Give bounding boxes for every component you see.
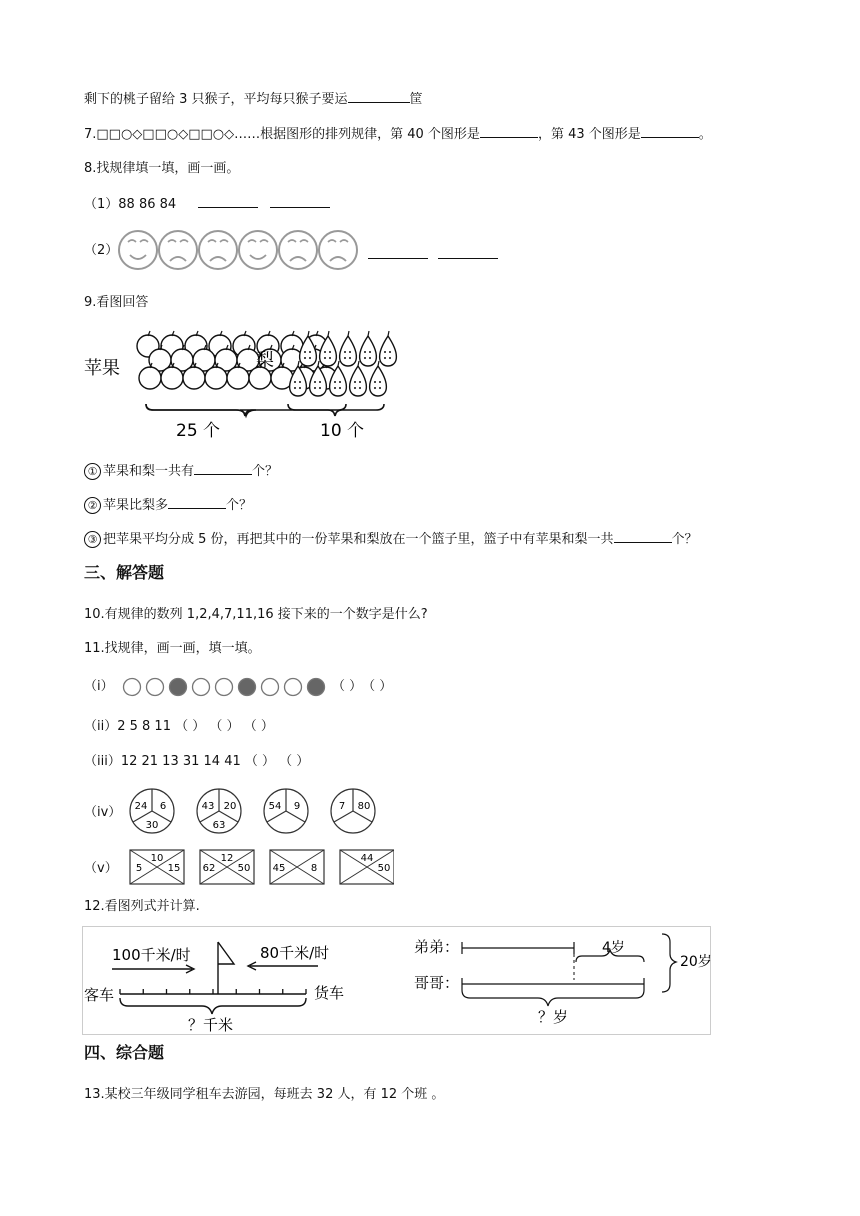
rect-puzzle [340, 850, 394, 884]
answer-blank[interactable] [641, 125, 699, 138]
filled-dot-icon [239, 679, 256, 696]
answer-blank[interactable] [198, 195, 258, 208]
section-4-heading: 四、综合题 [84, 1043, 165, 1062]
circle-puzzle [331, 789, 375, 833]
answer-paren[interactable]: （ ） [243, 719, 274, 734]
older-brother: 哥哥： [414, 974, 460, 992]
answer-blank[interactable] [614, 530, 672, 543]
answer-paren[interactable]: （ ） [332, 679, 363, 694]
smile-face-icon [239, 231, 277, 269]
pear-icon [370, 366, 387, 396]
answer-blank[interactable] [348, 90, 410, 103]
passenger-speed: 100千米/时 [112, 946, 191, 964]
question-8-2-label: （2） [84, 243, 119, 258]
age-diagram [414, 934, 712, 1026]
question-11-iii: （iii）12 21 13 31 14 41 （ ） （ ） [84, 754, 310, 769]
pear-count: 10 个 [320, 421, 365, 440]
puzzle-number: 20 [223, 801, 237, 812]
pear-icon [360, 336, 377, 366]
empty-dot-icon [285, 679, 302, 696]
answer-paren[interactable]: （ ） [362, 679, 393, 694]
rect-puzzle [270, 850, 324, 884]
question-12: 12.看图列式并计算. [84, 899, 200, 914]
answer-paren[interactable]: （ ） [175, 719, 206, 734]
answer-paren[interactable]: （ ） [209, 719, 240, 734]
circle-puzzle [130, 789, 174, 833]
question-11-ii: （ii）2 5 8 11 （ ） （ ） （ ） [84, 719, 274, 734]
question-9-1: ① 苹果和梨一共有 个？ [84, 462, 278, 481]
faces-sequence [118, 228, 358, 274]
rect-puzzle [130, 850, 184, 884]
answer-paren[interactable]: （ ） [279, 754, 310, 769]
question-8: 8.找规律填一填，画一画。 [84, 161, 240, 176]
empty-dot-icon [262, 679, 279, 696]
apple-icon [205, 367, 227, 389]
empty-dot-icon [216, 679, 233, 696]
circle-puzzles [128, 786, 386, 836]
pear-label: 梨 [256, 350, 274, 371]
apple-icon [183, 367, 205, 389]
apple-count: 25 个 [176, 421, 221, 440]
q12-diagrams [82, 926, 712, 1036]
question-7: 7.□□○◇□□○◇□□○◇……根据图形的排列规律，第 40 个图形是 ，第 43 个图形是 。 [84, 127, 712, 142]
puzzle-number: 8 [310, 863, 318, 874]
question-11: 11.找规律，画一画，填一填。 [84, 641, 261, 656]
rect-puzzle [200, 850, 254, 884]
circle-puzzle [197, 789, 241, 833]
puzzle-number: 24 [134, 801, 148, 812]
puzzle-number: 50 [377, 863, 391, 874]
younger-brother: 弟弟： [414, 938, 460, 956]
passenger-car: 客车 [84, 986, 115, 1004]
freight-speed: 80千米/时 [260, 944, 330, 962]
question-11-i-label: （i） [84, 679, 114, 694]
pear-icon [380, 336, 397, 366]
puzzle-number: 15 [167, 863, 181, 874]
rect-puzzles [128, 848, 394, 888]
filled-dot-icon [308, 679, 325, 696]
question-9-3: ③ 把苹果平均分成 5 份，再把其中的一份苹果和梨放在一个篮子里，篮子中有苹果和梨一共 个？ [84, 530, 698, 549]
answer-blank[interactable] [194, 462, 252, 475]
frown-face-icon [279, 231, 317, 269]
puzzle-number: 6 [159, 801, 167, 812]
apple-icon [227, 367, 249, 389]
answer-paren[interactable]: （ ） [244, 754, 276, 769]
pears-image [290, 331, 397, 396]
question-13: 13.某校三年级同学租车去游园，每班去 32 人，有 12 个班 。 [84, 1087, 445, 1102]
total-distance: ？千米 [188, 1016, 234, 1034]
puzzle-number: 12 [220, 853, 234, 864]
question-11-v-label: （v） [84, 861, 118, 876]
section-3-heading: 三、解答题 [84, 563, 165, 582]
question-9-2: ② 苹果比梨多 个？ [84, 496, 252, 515]
empty-dot-icon [124, 679, 141, 696]
puzzle-number: 44 [360, 853, 374, 864]
answer-blank[interactable] [438, 246, 498, 259]
question-8-1: （1）88 86 84 [84, 195, 330, 214]
pear-icon [350, 366, 367, 396]
dot-pattern [120, 673, 330, 701]
answer-blank[interactable] [270, 195, 330, 208]
question-10: 10.有规律的数列 1,2,4,7,11,16 接下来的一个数字是什么? [84, 607, 428, 622]
puzzle-number: 30 [145, 820, 159, 831]
pear-icon [340, 336, 357, 366]
answer-blank[interactable] [368, 246, 428, 259]
question-6-continuation: 剩下的桃子留给 3 只猴子，平均每只猴子要运 筐 [84, 92, 423, 107]
answer-paren-row [332, 678, 392, 696]
total-age: ？岁 [538, 1008, 569, 1026]
car-diagram [84, 942, 344, 1034]
puzzle-number: 45 [272, 863, 286, 874]
empty-dot-icon [147, 679, 164, 696]
puzzle-number: 43 [201, 801, 215, 812]
puzzle-number: 54 [268, 801, 282, 812]
puzzle-number: 62 [202, 863, 216, 874]
puzzle-number: 10 [150, 853, 164, 864]
freight-car: 货车 [314, 984, 345, 1002]
puzzle-number: 50 [237, 863, 251, 874]
frown-face-icon [159, 231, 197, 269]
answer-blank[interactable] [480, 125, 538, 138]
question-9: 9.看图回答 [84, 295, 149, 310]
puzzle-number: 7 [338, 801, 346, 812]
apple-icon [139, 367, 161, 389]
apple-label: 苹果 [84, 358, 120, 379]
apple-icon [161, 367, 183, 389]
smile-face-icon [119, 231, 157, 269]
puzzle-number: 5 [135, 863, 143, 874]
age-sum: 20岁 [680, 954, 712, 970]
age-difference: 4岁 [602, 940, 625, 956]
answer-blank[interactable] [168, 496, 226, 509]
empty-dot-icon [193, 679, 210, 696]
puzzle-number: 63 [212, 820, 226, 831]
frown-face-icon [319, 231, 357, 269]
puzzle-number: 9 [293, 801, 301, 812]
question-11-iv-label: （iv） [84, 805, 122, 820]
puzzle-number: 80 [357, 801, 371, 812]
filled-dot-icon [170, 679, 187, 696]
frown-face-icon [199, 231, 237, 269]
circle-puzzle [264, 789, 308, 833]
fruit-figure [84, 330, 404, 440]
